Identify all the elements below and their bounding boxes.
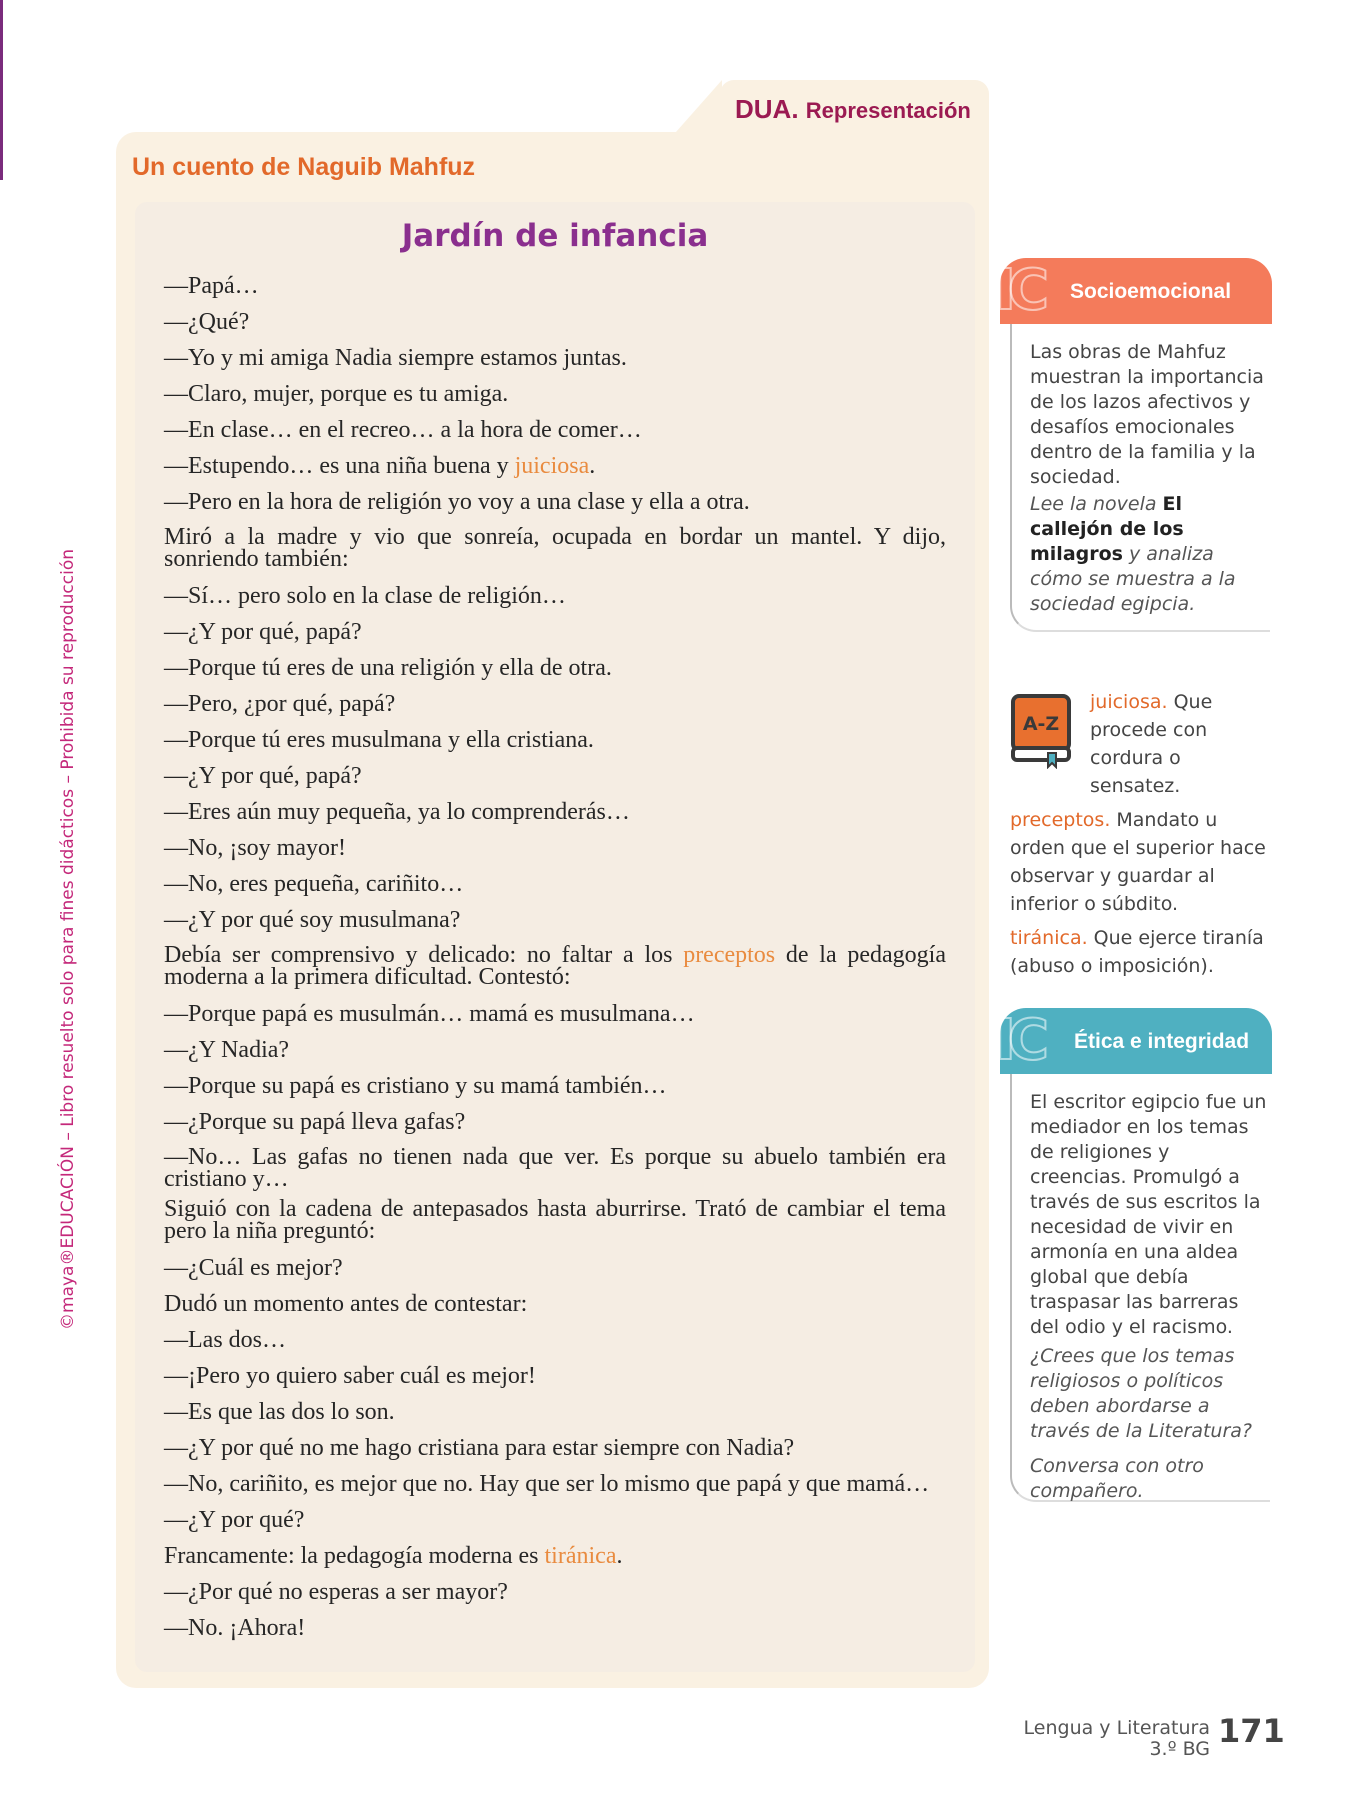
footer-subject: Lengua y Literatura [1023, 1717, 1210, 1739]
glossary-definition: Mandato u orden que el superior hace observar y guardar al inferior o súbdito. [1010, 809, 1266, 915]
left-margin-rule [0, 0, 3, 180]
glossary-term: preceptos. [1010, 809, 1111, 831]
story-line: —¿Y por qué no me hago cristiana para estar siempre con Nadia? [164, 1435, 795, 1461]
socioemocional-text: Las obras de Mahfuz muestran la importancia de los lazos afectivos y desafíos emocionales dentro de la familia y la sociedad. [1030, 341, 1264, 488]
story-text [164, 268, 946, 1646]
glossary-entry [1010, 924, 1272, 980]
glossary-term: tiránica. [1010, 927, 1088, 949]
story-line: —¿Porque su papá lleva gafas? [164, 1109, 466, 1135]
story-line: —Las dos… [164, 1327, 286, 1353]
prompt-post: y analiza cómo se muestra a la sociedad egipcia. [1030, 543, 1236, 615]
glossary-entry [1010, 688, 1272, 800]
story-line: —No. ¡Ahora! [164, 1615, 306, 1641]
glossary-keyword: tiránica [544, 1543, 617, 1569]
footer-grade: 3.º BG [1149, 1738, 1210, 1760]
story-paragraph: —No… Las gafas no tienen nada que ver. Es porque su abuelo también era cristiano y… [164, 1144, 946, 1192]
story-line: —Claro, mujer, porque es tu amiga. [164, 381, 509, 407]
glossary-keyword: preceptos [683, 942, 776, 968]
story-line: —¡Pero yo quiero saber cuál es mejor! [164, 1363, 536, 1389]
story-line: —¿Cuál es mejor? [164, 1255, 343, 1281]
story-line: Dudó un momento antes de contestar: [164, 1291, 528, 1317]
copyright-text: ©maya®EDUCACIÓN – Libro resuelto solo para fines didácticos – Prohibida su reproducción [58, 548, 78, 1330]
story-line: —¿Y Nadia? [164, 1037, 290, 1063]
story-line: Francamente: la pedagogía moderna es tiránica. [164, 1543, 623, 1569]
dua-prefix: DUA. [735, 94, 799, 124]
story-line: —No, cariñito, es mejor que no. Hay que ser lo mismo que papá y que mamá… [164, 1471, 930, 1497]
story-line: —Porque su papá es cristiano y su mamá también… [164, 1073, 667, 1099]
glossary-term: juiciosa. [1090, 691, 1168, 713]
story-line: —¿Y por qué, papá? [164, 763, 362, 789]
etica-body [1030, 1090, 1270, 1504]
dictionary-icon-label: A-Z [1022, 713, 1060, 735]
etica-ic-icon: IC [995, 1008, 1041, 1073]
page-number: 171 [1218, 1712, 1285, 1750]
story-line: —Yo y mi amiga Nadia siempre estamos juntas. [164, 345, 627, 371]
story-title: Jardín de infancia [401, 218, 709, 254]
story-paragraph: Siguió con la cadena de antepasados hasta aburrirse. Trató de cambiar el tema pero la niña preguntó: [164, 1196, 946, 1244]
glossary [1010, 688, 1272, 986]
etica-question: ¿Crees que los temas religiosos o políticos deben abordarse a través de la Literatura? [1030, 1345, 1253, 1442]
glossary-keyword: juiciosa [514, 453, 590, 479]
story-line: —Porque papá es musulmán… mamá es musulmana… [164, 1001, 695, 1027]
prompt-pre: Lee la novela [1030, 493, 1163, 515]
story-line: —Pero, ¿por qué, papá? [164, 691, 396, 717]
story-line: —Estupendo… es una niña buena y juiciosa. [164, 453, 596, 479]
story-line: —Pero en la hora de religión yo voy a una clase y ella a otra. [164, 489, 750, 515]
story-line: —¿Y por qué, papá? [164, 619, 362, 645]
story-line: —¿Y por qué soy musulmana? [164, 907, 461, 933]
story-line: —Eres aún muy pequeña, ya lo comprenderás… [164, 799, 630, 825]
story-subtitle: Un cuento de Naguib Mahfuz [132, 153, 476, 181]
footer-label [1024, 1718, 1210, 1760]
story-line: —¿Y por qué? [164, 1507, 305, 1533]
novel-title: El callejón de los milagros [1030, 493, 1184, 565]
story-line: —Papá… [164, 273, 259, 299]
etica-text: El escritor egipcio fue un mediador en los temas de religiones y creencias. Promulgó a través de sus escritos la necesidad de vivir en armonía en una aldea global que debía traspasar las barreras del odio y el racismo. [1030, 1091, 1267, 1338]
story-line: —Porque tú eres musulmana y ella cristiana. [164, 727, 594, 753]
story-line: —¿Qué? [164, 309, 250, 335]
socioemocional-ic-icon: IC [995, 258, 1041, 323]
story-line: —¿Por qué no esperas a ser mayor? [164, 1579, 508, 1605]
story-line: —Sí… pero solo en la clase de religión… [164, 583, 566, 609]
glossary-entry [1010, 806, 1272, 918]
story-paragraph: Debía ser comprensivo y delicado: no faltar a los preceptos de la pedagogía moderna a la primera dificultad. Contestó: [164, 942, 946, 990]
socioemocional-title: Socioemocional [1070, 280, 1232, 303]
story-paragraph: Miró a la madre y vio que sonreía, ocupada en bordar un mantel. Y dijo, sonriendo también: [164, 524, 946, 572]
etica-title: Ética e integridad [1074, 1030, 1250, 1053]
story-line: —No, eres pequeña, cariñito… [164, 871, 464, 897]
dua-tab-slope [676, 80, 722, 132]
glossary-definition: Que procede con cordura o sensatez. [1090, 691, 1213, 797]
glossary-definition: Que ejerce tiranía (abuso o imposición). [1010, 927, 1264, 977]
etica-task: Conversa con otro compañero. [1030, 1455, 1204, 1502]
story-line: —En clase… en el recreo… a la hora de comer… [164, 417, 642, 443]
story-line: —Es que las dos lo son. [164, 1399, 395, 1425]
socioemocional-prompt [1030, 492, 1266, 617]
story-line: —No, ¡soy mayor! [164, 835, 346, 861]
story-line: —Porque tú eres de una religión y ella de otra. [164, 655, 612, 681]
socioemocional-body [1030, 340, 1266, 617]
dua-type: Representación [805, 98, 971, 123]
copyright-note [58, 548, 94, 1330]
dua-label [735, 94, 971, 125]
